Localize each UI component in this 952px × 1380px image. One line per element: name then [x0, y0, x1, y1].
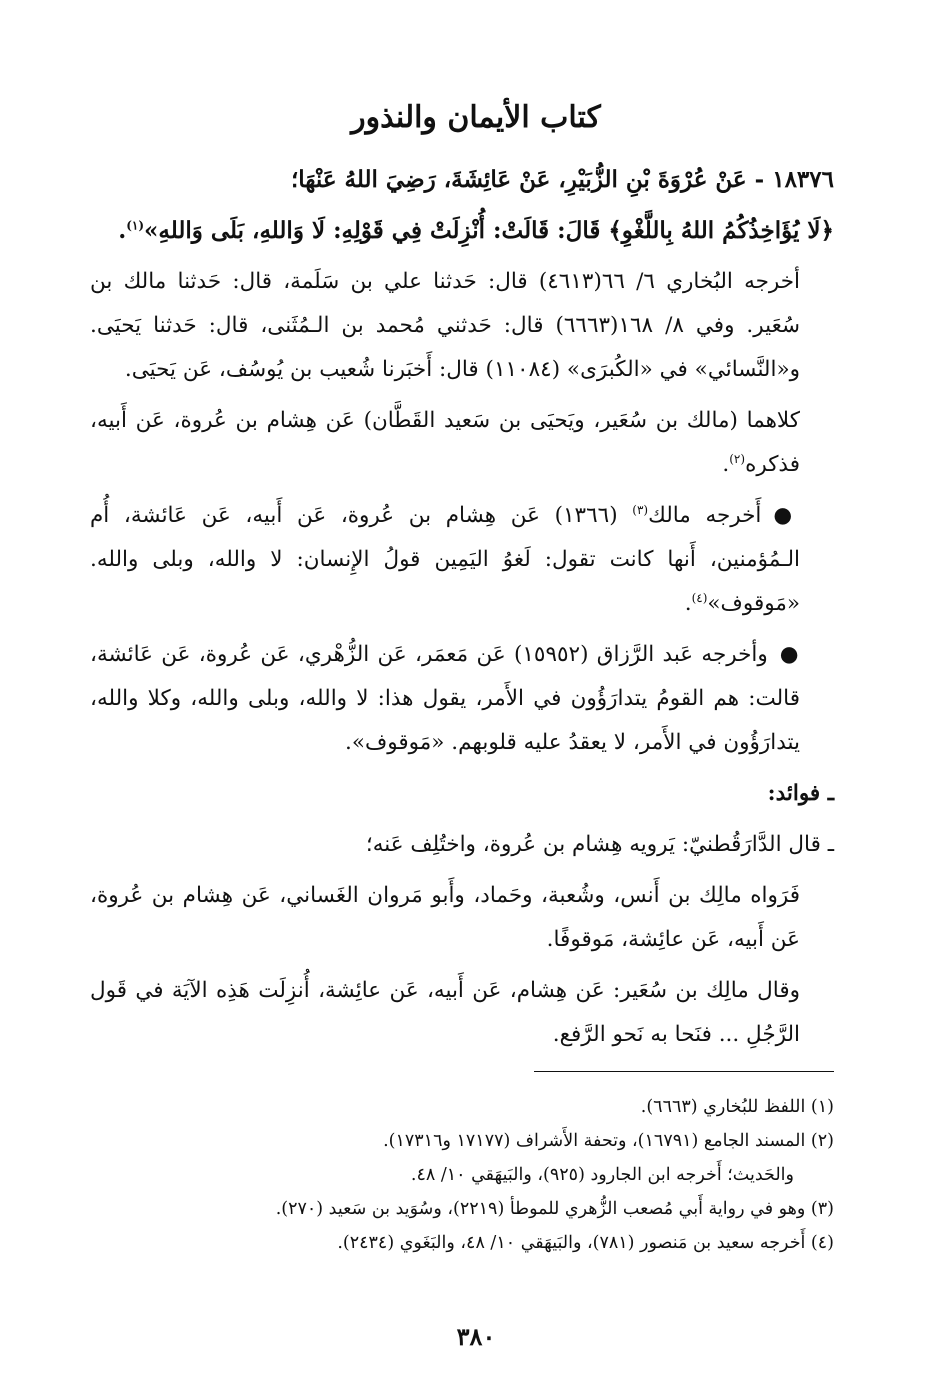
fawaid-paragraph-3: وقال مالِك بن سُعَير: عَن هِشام، عَن أَبيه، عَن عائِشة، أُنزِلَت هَذِه الآيَة في قَول الرَّجُلِ ... فنَحا به نَحو الرَّفع.: [90, 978, 800, 1047]
footnote-ref-3[interactable]: (٣): [632, 502, 649, 517]
footnote-1: (١) اللفظ للبُخاري (٦٦٦٣).: [640, 1097, 834, 1117]
bullet-item-abdurrazzaq: [90, 633, 834, 765]
footnote-4: (٤) أَخرجه سعيد بن مَنصور (٧٨١)، والبَيهَقي ١٠/ ٤٨، والبَغَوي (٢٤٣٤).: [337, 1233, 834, 1253]
bullet-item-malik: [90, 494, 834, 626]
footnote-ref-1[interactable]: (١): [126, 218, 145, 233]
footnote-divider: [534, 1071, 834, 1072]
fawaid-paragraph-1: ـ قال الدَّارَقُطنيّ: يَرويه هِشام بن عُروة، واختُلِف عَنه؛: [365, 832, 834, 857]
hadith-verse-end: .: [118, 217, 127, 244]
bullet-icon: ●: [773, 503, 800, 528]
book-title: كتاب الأيمان والنذور: [351, 100, 601, 135]
bullet-icon: ●: [779, 642, 800, 667]
page-number: ٣٨٠: [456, 1322, 496, 1351]
bullet-item-malik-text-b: (١٣٦٦) عَن هِشام بن عُروة، عَن أَبيه، عَن عَائشة، أُم الـمُؤمنين، أَنها كانت تقول: لَغوُ اليَمِين قولُ الإِنسان: لا والله، وبلى والله. «مَوقوف»: [90, 503, 800, 616]
footnote-2-continuation: والحَديث؛ أَخرجه ابن الجارود (٩٢٥)، والبَيهَقي ١٠/ ٤٨.: [410, 1165, 794, 1185]
footnote-2: (٢) المسند الجامع (١٦٧٩١)، وتحفة الأَشراف (١٧١٧٧ و١٧٣١٦).: [383, 1131, 834, 1151]
bullet-item-malik-text-c: .: [684, 591, 692, 616]
main-text: [90, 158, 834, 1064]
fawaid-heading: ـ فوائد:: [767, 781, 834, 806]
takhrij-paragraph-2-end: .: [722, 452, 730, 477]
footnote-ref-4[interactable]: (٤): [691, 590, 708, 605]
hadith-number-line: ١٨٣٧٦ - عَنْ عُرْوَةَ بْنِ الزُّبَيْرِ، عَنْ عَائِشَةَ، رَضِيَ اللهُ عَنْهَا؛: [290, 166, 834, 193]
footnote-ref-2[interactable]: (٢): [729, 451, 746, 466]
bullet-item-abdurrazzaq-text: وأخرجه عَبد الرَّزاق (١٥٩٥٢) عَن مَعمَر، عَن الزُّهْري، عَن عُروة، عَن عَائشة، قالت: هم القومُ يتدارَؤُون في الأَمر، يقول هذا: لا والله، وبلى والله، وكلا والله، يتدارَؤُون في الأَمر، لا يعقدُ عليه قلوبهم. «مَوقوف».: [90, 642, 800, 755]
takhrij-paragraph-2: [90, 399, 834, 487]
bullet-item-malik-text-a: أَخرجه مالك: [648, 503, 762, 528]
footnote-3: (٣) وهو في رواية أَبي مُصعب الزُّهري للموطأ (٢٢١٩)، وسُوَيد بن سَعيد (٢٧٠).: [275, 1199, 834, 1219]
takhrij-paragraph-2-text: كلاهما (مالك بن سُعَير، ويَحيَى بن سَعيد القَطَّان) عَن هِشام بن عُروة، عَن أَبيه، فذكره: [90, 408, 800, 477]
takhrij-paragraph-1: أخرجه البُخاري ٦/ ٦٦(٤٦١٣) قال: حَدثنا علي بن سَلَمة، قال: حَدثنا مالك بن سُعَير. وفي ٨/ ١٦٨(٦٦٦٣) قال: حَدثني مُحمد بن الـمُثَنى، قال: حَدثنا يَحيَى. و«النَّسائي» في «الكُبرَى» (١١٠٨٤) قال: أَخبَرنا شُعيب بن يُوسُف، عَن يَحيَى.: [90, 269, 801, 382]
footnotes: [90, 1090, 834, 1260]
hadith-verse-text: ﴿لَا يُؤَاخِذُكُمُ اللهُ بِاللَّغْوِ﴾ قَالَ: قَالَتْ: أُنْزِلَتْ فِي قَوْلِهِ: لَا وَاللهِ، بَلَى وَاللهِ»: [144, 217, 834, 244]
fawaid-paragraph-2: فَرَواه مالِك بن أَنس، وشُعبة، وحَماد، وأَبو مَروان الغَساني، عَن هِشام بن عُروة، عَن أَبيه، عَن عائِشة، مَوقوفًا.: [90, 883, 800, 952]
hadith-verse: [90, 209, 834, 253]
